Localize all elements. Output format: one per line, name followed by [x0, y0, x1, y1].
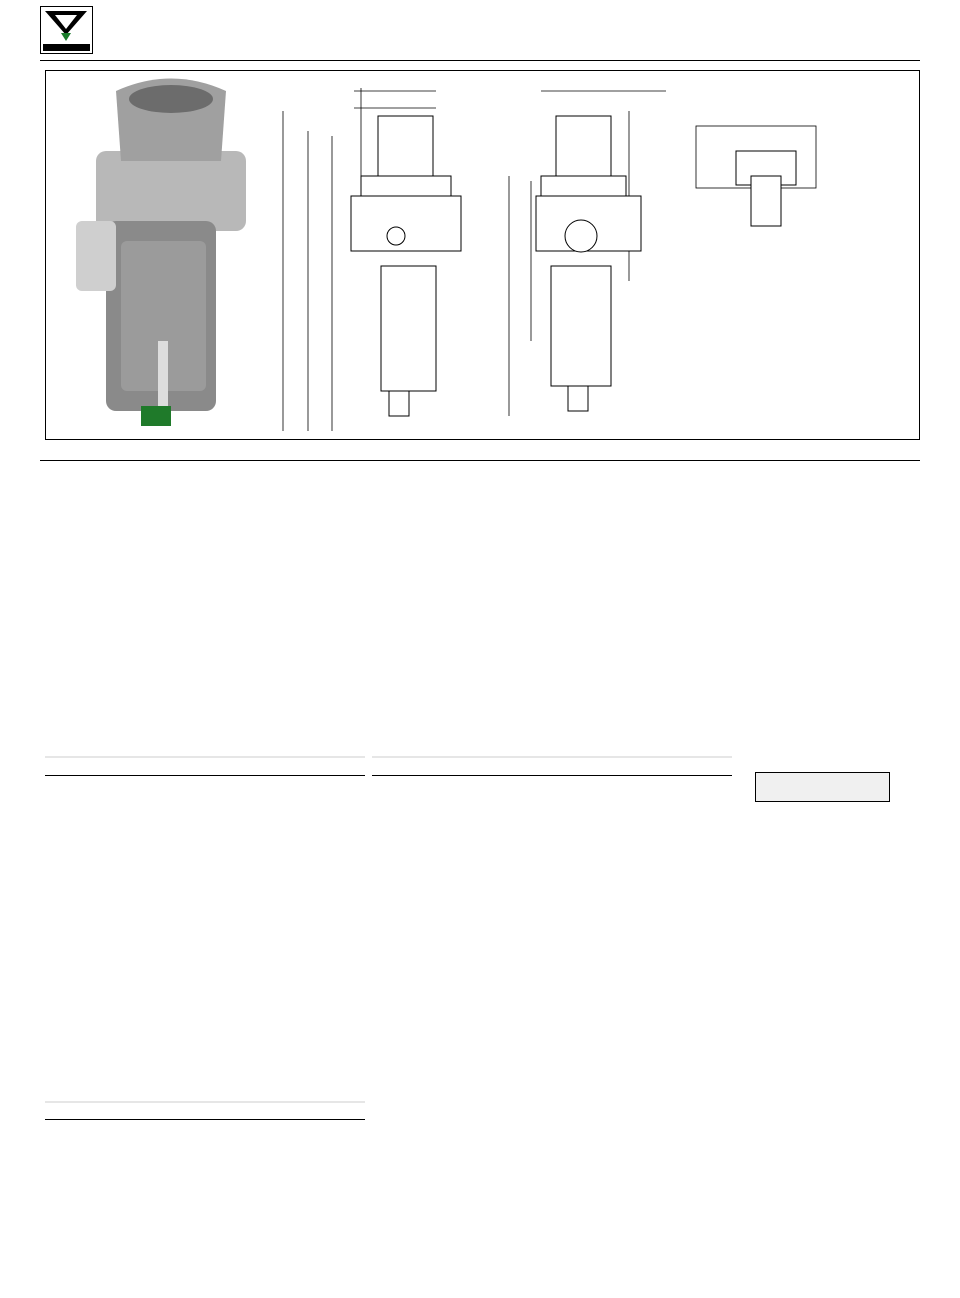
drawing-svg — [46, 71, 919, 439]
regulation-chart — [490, 470, 940, 740]
product-photo — [76, 79, 246, 427]
technical-drawing — [45, 70, 920, 440]
technical-rule — [372, 775, 732, 776]
note-rule — [45, 1119, 365, 1120]
operating-rule — [45, 775, 365, 776]
example-rule — [40, 460, 920, 461]
pneumax-logo — [40, 6, 93, 54]
technical-title — [372, 756, 732, 758]
order-code-box — [755, 772, 890, 802]
operating-title — [45, 756, 365, 758]
technical-table — [372, 777, 732, 1117]
lock-detail-view — [736, 151, 796, 226]
regulator-side-view — [536, 116, 641, 411]
header-rule — [40, 60, 920, 61]
flow-curve-chart — [0, 470, 450, 740]
note-title — [45, 1101, 365, 1103]
regulator-front-view — [351, 116, 461, 416]
